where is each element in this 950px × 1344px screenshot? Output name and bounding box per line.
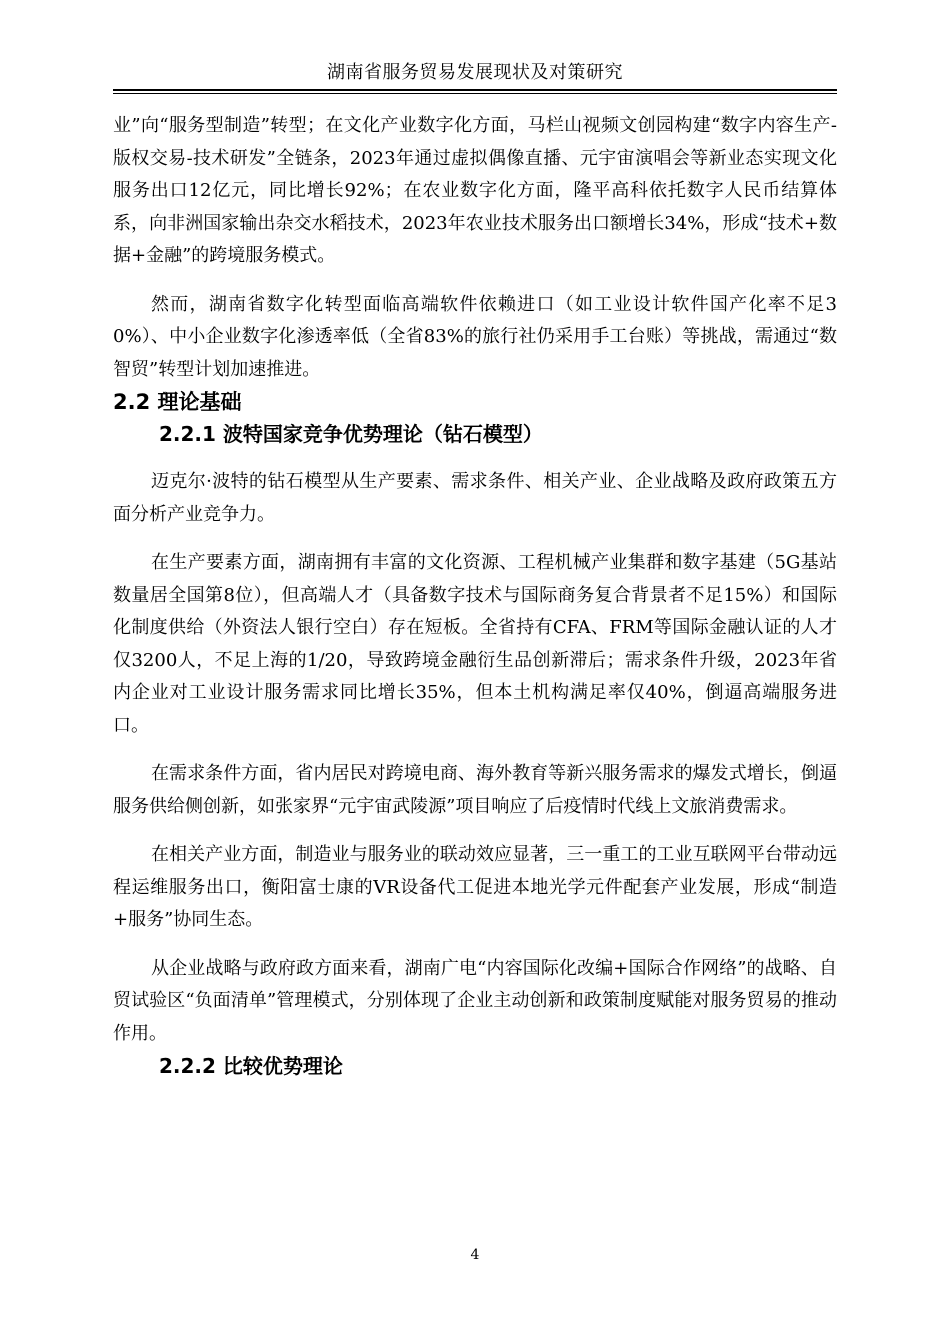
header-rule-thin xyxy=(113,93,837,94)
section-heading-2-2: 2.2 理论基础 xyxy=(113,390,242,414)
page-body xyxy=(113,110,837,1082)
paragraph-diamond-model-intro: 迈克尔·波特的钻石模型从生产要素、需求条件、相关产业、企业战略及政府政策五方面分析产业竞争力。 xyxy=(113,471,837,525)
paragraph-factor-conditions: 在生产要素方面，湖南拥有丰富的文化资源、工程机械产业集群和数字基建（5G基站数量居全国第8位），但高端人才（具备数字技术与国际商务复合背景者不足15%）和国际化制度供给（外资法人银行空白）存在短板。全省持有CFA、FRM等国际金融认证的人才仅3200人，不足上海的1/20，导致跨境金融衍生品创新滞后；需求条件升级，2023年省内企业对工业设计服务需求同比增长35%，但本土机构满足率仅40%，倒逼高端服务进口。 xyxy=(113,552,837,736)
paragraph-related-industries: 在相关产业方面，制造业与服务业的联动效应显著，三一重工的工业互联网平台带动远程运维服务出口，衡阳富士康的VR设备代工促进本地光学元件配套产业发展，形成“制造+服务”协同生态。 xyxy=(113,844,837,930)
paragraph-demand-conditions: 在需求条件方面，省内居民对跨境电商、海外教育等新兴服务需求的爆发式增长，倒逼服务供给侧创新，如张家界“元宇宙武陵源”项目响应了后疫情时代线上文旅消费需求。 xyxy=(113,763,837,817)
header-rule-thick xyxy=(113,89,837,91)
page-number: 4 xyxy=(470,1247,480,1263)
section-heading-2-2-2: 2.2.2 比较优势理论 xyxy=(159,1054,343,1078)
paragraph-digital-transformation-cases: 业”向“服务型制造”转型；在文化产业数字化方面，马栏山视频文创园构建“数字内容生产-版权交易-技术研发”全链条，2023年通过虚拟偶像直播、元宇宙演唱会等新业态实现文化服务出口12亿元，同比增长92%；在农业数字化方面，隆平高科依托数字人民币结算体系，向非洲国家输出杂交水稻技术，2023年农业技术服务出口额增长34%，形成“技术+数据+金融”的跨境服务模式。 xyxy=(113,115,837,266)
paragraph-digital-challenges: 然而，湖南省数字化转型面临高端软件依赖进口（如工业设计软件国产化率不足30%）、中小企业数字化渗透率低（全省83%的旅行社仍采用手工台账）等挑战，需通过“数智贸”转型计划加速推进。 xyxy=(113,293,837,380)
running-header-title: 湖南省服务贸易发展现状及对策研究 xyxy=(327,62,623,83)
section-heading-2-2-1: 2.2.1 波特国家竞争优势理论（钻石模型） xyxy=(159,422,543,446)
paragraph-strategy-government: 从企业战略与政府政方面来看，湖南广电“内容国际化改编+国际合作网络”的战略、自贸试验区“负面清单”管理模式，分别体现了企业主动创新和政策制度赋能对服务贸易的推动作用。 xyxy=(113,957,837,1044)
